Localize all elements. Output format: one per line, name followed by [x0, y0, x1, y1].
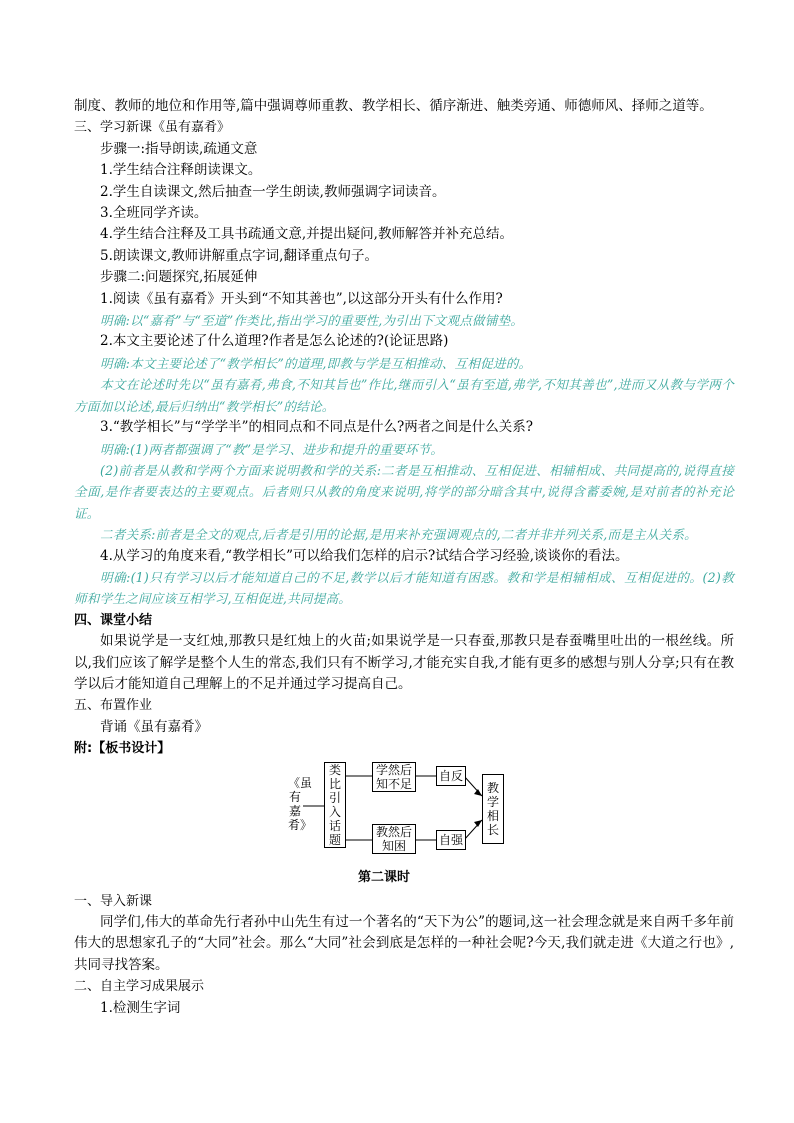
answer-4: 明确:(1)只有学习以后才能知道自己的不足,教学以后才能知道有困惑。教和学是相辅相成、互相促进的。(2)教师和学生之间应该互相学习,互相促进,共同提高。: [74, 569, 734, 607]
lesson-2-caption: 第二课时: [357, 869, 410, 885]
step-1-item: 3.全班同学齐读。: [100, 205, 208, 222]
board-self-reflect-box: 自反: [436, 766, 466, 786]
board-diagram: [74, 762, 734, 866]
homework-text: 背诵《虽有嘉肴》: [100, 718, 208, 735]
step-2-heading: 步骤二:问题探究,拓展延伸: [100, 269, 258, 286]
question-2: 2.本文主要论述了什么道理?作者是怎么论述的?(论证思路): [100, 333, 449, 350]
step-1-item: 4.学生结合注释及工具书疏通文意,并提出疑问,教师解答并补充总结。: [100, 226, 513, 243]
board-conclusion-box: 教学相长: [482, 774, 504, 844]
answer-3b: (2)前者是从教和学两个方面来说明教和学的关系:二者是互相推动、互相促进、相辅相成、共同提高的,说得直接全面,是作者要表达的主要观点。后者则只从教的角度来说明,将学的部分暗含其中,说得含蓄委婉,是对前者的补充论证。: [74, 462, 734, 521]
question-3: 3.“教学相长”与“学学半”的相同点和不同点是什么?两者之间是什么关系?: [100, 419, 533, 436]
board-title: 《虽有嘉肴》: [287, 766, 303, 842]
answer-1: 明确:以“嘉肴”与“至道”作类比,指出学习的重要性,为引出下文观点做铺垫。: [100, 313, 524, 329]
section-heading-3: 三、学习新课《虽有嘉肴》: [74, 120, 231, 136]
step-1-item: 5.朗读课文,教师讲解重点字词,翻译重点句子。: [100, 247, 378, 264]
section-heading-4: 四、课堂小结: [74, 612, 153, 628]
board-teach-box: 教然后知困: [372, 824, 416, 854]
lesson-2-item-1: 1.检测生字词: [100, 999, 181, 1016]
answer-3a: 明确:(1)两者都强调了“教”是学习、进步和提升的重要环节。: [100, 441, 444, 457]
document-page: [74, 96, 734, 1019]
board-self-strengthen-box: 自强: [436, 830, 466, 850]
summary-paragraph: 如果说学是一支红烛,那教只是红烛上的火苗;如果说学是一只春蚕,那教只是春蚕嘴里吐出的一根丝线。所以,我们应该了解学是整个人生的常态,我们只有不断学习,才能充实自我,才能有更多的感想与别人分享;只有在教学以后才能知道自己理解上的不足并通过学习提高自己。: [74, 633, 734, 692]
answer-2a: 明确:本文主要论述了“教学相长”的道理,即教与学是互相推动、互相促进的。: [100, 355, 532, 371]
step-1-item: 1.学生结合注释朗读课文。: [100, 162, 262, 179]
section-heading-5: 五、布置作业: [74, 698, 153, 714]
lesson-2-section-1: 一、导入新课: [74, 893, 153, 909]
step-1-item: 2.学生自读课文,然后抽查一学生朗读,教师强调字词读音。: [100, 183, 446, 200]
board-analogy-box: 类比引入话题: [324, 762, 346, 848]
answer-2b: 本文在论述时先以“虽有嘉肴,弗食,不知其旨也”作比,继而引入“虽有至道,弗学,不知其善也”,进而又从教与学两个方面加以论述,最后归纳出“教学相长”的结论。: [74, 377, 734, 414]
question-4: 4.从学习的角度来看,“教学相长”可以给我们怎样的启示?试结合学习经验,谈谈你的看法。: [100, 547, 629, 564]
question-1: 1.阅读《虽有嘉肴》开头到“不知其善也”,以这部分开头有什么作用?: [100, 290, 503, 307]
board-learn-box: 学然后知不足: [372, 762, 416, 792]
lesson-2-section-2: 二、自主学习成果展示: [74, 979, 205, 995]
step-1-heading: 步骤一:指导朗读,疏通文意: [100, 140, 258, 157]
lesson-2-intro: 同学们,伟大的革命先行者孙中山先生有过一个著名的“天下为公”的题词,这一社会理念就是来自两千多年前伟大的思想家孔子的“大同”社会。那么“大同”社会到底是怎样的一种社会呢?今天,我们就走进《大道之行也》,共同寻找答案。: [74, 914, 734, 973]
board-design-label: 附:【板书设计】: [74, 741, 171, 757]
answer-3c: 二者关系:前者是全文的观点,后者是引用的论据,是用来补充强调观点的,二者并非并列关系,而是主从关系。: [100, 527, 697, 543]
text-line: 制度、教师的地位和作用等,篇中强调尊师重教、教学相长、循序渐进、触类旁通、师德师风、择师之道等。: [74, 98, 713, 114]
